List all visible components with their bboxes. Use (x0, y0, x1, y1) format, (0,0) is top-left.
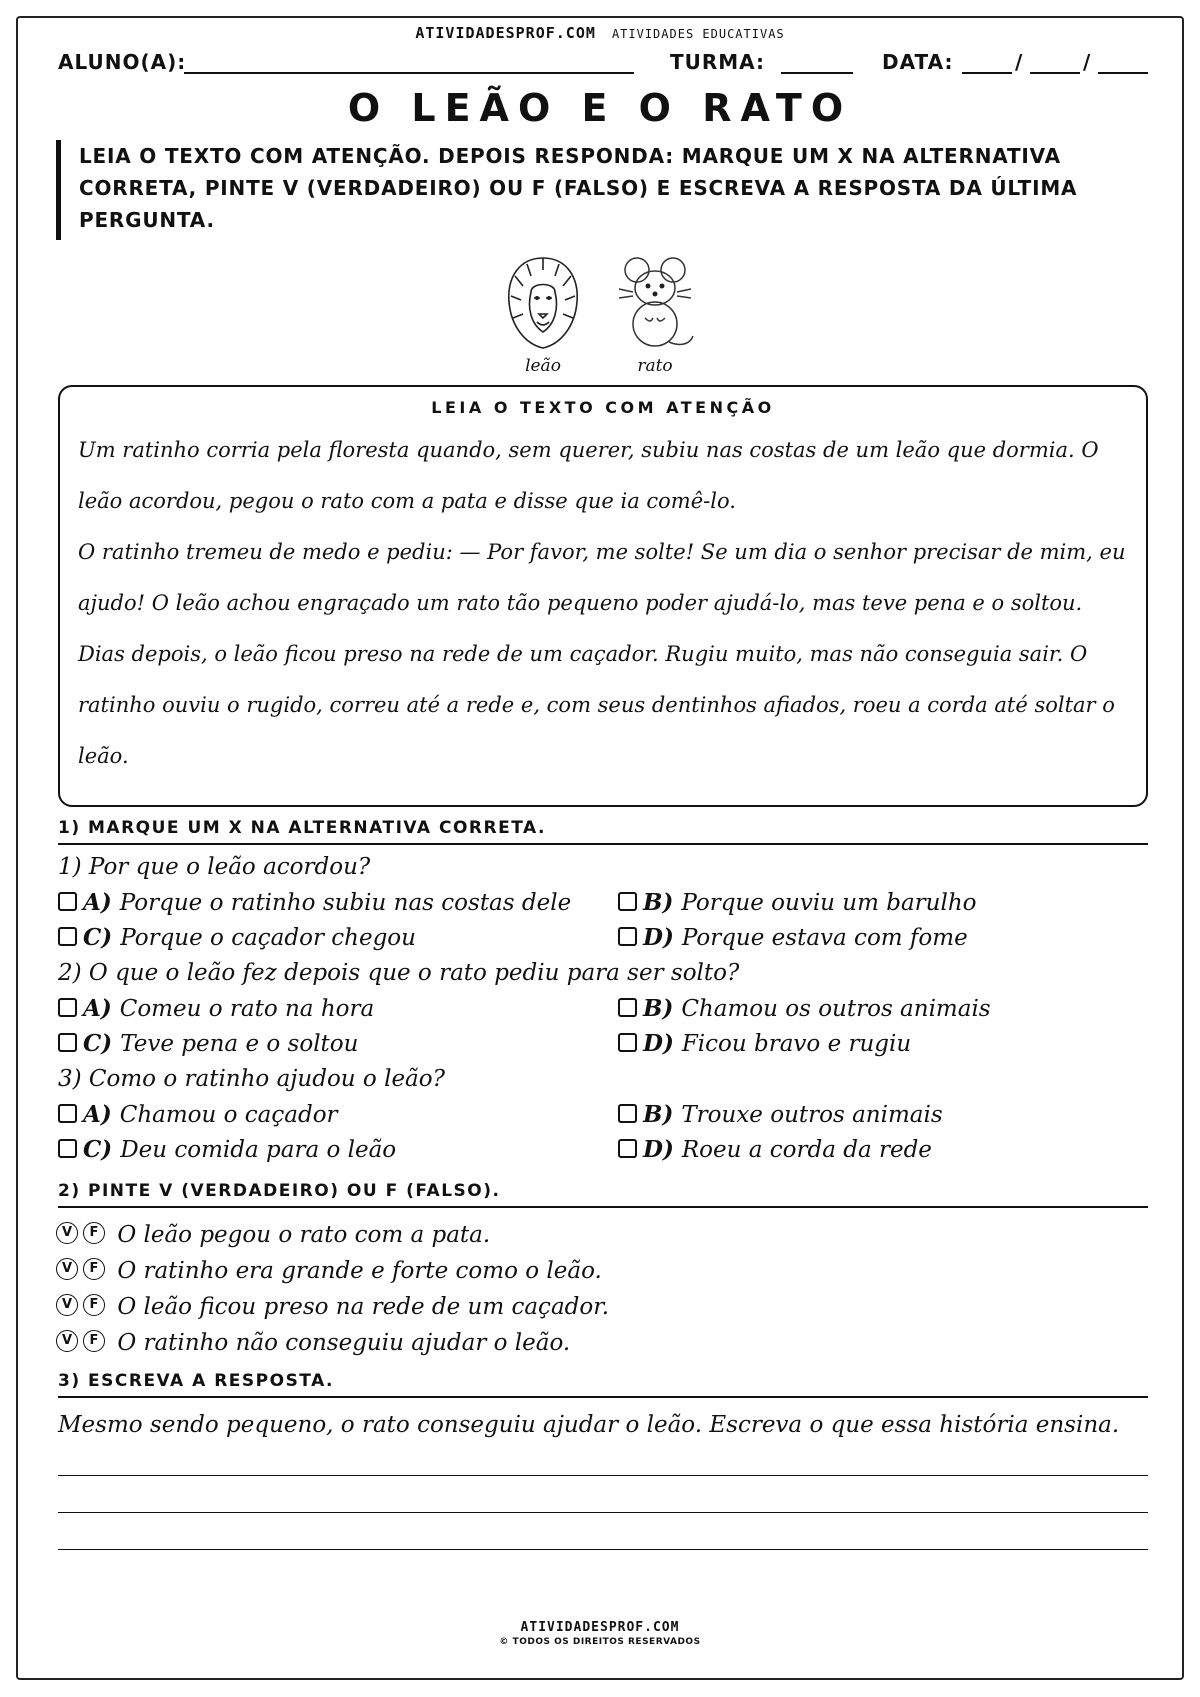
page-title: O LEÃO E O RATO (347, 86, 853, 130)
section3-title: 3) ESCREVA A RESPOSTA. (58, 1371, 1148, 1398)
answer-line[interactable] (58, 1475, 1148, 1476)
v-circle[interactable]: V (56, 1258, 78, 1280)
option-3d[interactable]: D) Roeu a corda da rede (618, 1136, 932, 1163)
rat-picture (612, 252, 698, 376)
vf-statement: O ratinho era grande e forte como o leão. (117, 1258, 602, 1284)
aluno-label: ALUNO(A): (58, 50, 187, 74)
checkbox[interactable] (58, 892, 77, 911)
section1-title: 1) MARQUE UM X NA ALTERNATIVA CORRETA. (58, 818, 1148, 845)
answer-line[interactable] (58, 1512, 1148, 1513)
date-year-field[interactable] (1098, 52, 1148, 74)
footer (0, 1620, 1200, 1647)
v-circle[interactable]: V (56, 1294, 78, 1316)
story-paragraph: Dias depois, o leão ficou preso na rede de um caçador. Rugiu muito, mas não conseguia sair. O ratinho ouviu o rugido, correu até a rede e, com seus dentinhos afiados, roeu a corda até soltar o leão. (78, 642, 1115, 768)
option-3c[interactable]: C) Deu comida para o leão (58, 1136, 396, 1163)
instructions-text: LEIA O TEXTO COM ATENÇÃO. DEPOIS RESPONDA: MARQUE UM X NA ALTERNATIVA CORRETA, PINTE V (VERDADEIRO) OU F (FALSO) E ESCREVA A RESPOSTA DA ÚLTIMA PERGUNTA. (79, 144, 1078, 232)
option-1b[interactable]: B) Porque ouviu um barulho (618, 889, 977, 916)
section3-prompt: Mesmo sendo pequeno, o rato conseguiu ajudar o leão. Escreva o que essa história ensina. (58, 1412, 1120, 1438)
lion-picture (500, 252, 586, 376)
site-name: ATIVIDADESPROF.COM (415, 24, 596, 42)
option-2a[interactable]: A) Comeu o rato na hora (58, 995, 374, 1022)
f-circle[interactable]: F (83, 1294, 105, 1316)
date-day-field[interactable] (962, 52, 1012, 74)
text-box-title: LEIA O TEXTO COM ATENÇÃO (431, 398, 775, 417)
checkbox[interactable] (58, 1104, 77, 1123)
checkbox[interactable] (58, 1033, 77, 1052)
story-paragraph: O ratinho tremeu de medo e pediu: — Por favor, me solte! Se um dia o senhor precisar de mim, eu ajudo! O leão achou engraçado um rato tão pequeno poder ajudá-lo, mas teve pena e o soltou. (78, 540, 1126, 615)
option-1a[interactable]: A) Porque o ratinho subiu nas costas dele (58, 889, 571, 916)
option-1c[interactable]: C) Porque o caçador chegou (58, 924, 416, 951)
checkbox[interactable] (58, 998, 77, 1017)
checkbox[interactable] (618, 1104, 637, 1123)
question-1: 1) Por que o leão acordou? (58, 854, 371, 880)
vf-statement: O leão ficou preso na rede de um caçador. (117, 1294, 610, 1320)
story-paragraph: Um ratinho corria pela floresta quando, sem querer, subiu nas costas de um leão que dormia. O leão acordou, pegou o rato com a pata e disse que ia comê-lo. (78, 438, 1099, 513)
v-circle[interactable]: V (56, 1330, 78, 1352)
lion-caption: leão (525, 356, 561, 376)
vf-row (56, 1222, 490, 1248)
option-1d[interactable]: D) Porque estava com fome (618, 924, 968, 951)
turma-field[interactable] (781, 52, 853, 74)
footer-rights: © TODOS OS DIREITOS RESERVADOS (499, 1637, 701, 1647)
question-2: 2) O que o leão fez depois que o rato pediu para ser solto? (58, 960, 740, 986)
instructions (56, 140, 1148, 240)
checkbox[interactable] (58, 1139, 77, 1158)
checkbox[interactable] (618, 998, 637, 1017)
option-2b[interactable]: B) Chamou os outros animais (618, 995, 991, 1022)
option-2d[interactable]: D) Ficou bravo e rugiu (618, 1030, 911, 1057)
rat-caption: rato (637, 356, 673, 376)
vf-statement: O leão pegou o rato com a pata. (117, 1222, 491, 1248)
option-3b[interactable]: B) Trouxe outros animais (618, 1101, 943, 1128)
answer-line[interactable] (58, 1549, 1148, 1550)
site-subtitle: ATIVIDADES EDUCATIVAS (611, 27, 785, 41)
checkbox[interactable] (618, 1139, 637, 1158)
aluno-field[interactable] (184, 52, 634, 74)
vf-statement: O ratinho não conseguiu ajudar o leão. (117, 1330, 571, 1356)
reading-text-box (58, 385, 1148, 807)
student-info-row (58, 50, 1148, 80)
f-circle[interactable]: F (83, 1330, 105, 1352)
f-circle[interactable]: F (83, 1258, 105, 1280)
turma-label: TURMA: (670, 50, 766, 74)
date-separator: / (1083, 50, 1092, 74)
checkbox[interactable] (58, 927, 77, 946)
story-text (78, 425, 1132, 782)
lion-icon (503, 252, 583, 352)
date-separator: / (1015, 50, 1024, 74)
option-2c[interactable]: C) Teve pena e o soltou (58, 1030, 358, 1057)
date-month-field[interactable] (1030, 52, 1080, 74)
question-3: 3) Como o ratinho ajudou o leão? (58, 1066, 445, 1092)
checkbox[interactable] (618, 927, 637, 946)
vf-row (56, 1330, 570, 1356)
vf-row (56, 1294, 609, 1320)
data-label: DATA: (882, 50, 954, 74)
site-header (0, 24, 1200, 42)
vf-row (56, 1258, 602, 1284)
checkbox[interactable] (618, 892, 637, 911)
rat-icon (615, 252, 695, 352)
footer-site: ATIVIDADESPROF.COM (520, 1620, 680, 1635)
section2-title: 2) PINTE V (VERDADEIRO) OU F (FALSO). (58, 1181, 1148, 1208)
f-circle[interactable]: F (83, 1222, 105, 1244)
checkbox[interactable] (618, 1033, 637, 1052)
option-3a[interactable]: A) Chamou o caçador (58, 1101, 338, 1128)
v-circle[interactable]: V (56, 1222, 78, 1244)
